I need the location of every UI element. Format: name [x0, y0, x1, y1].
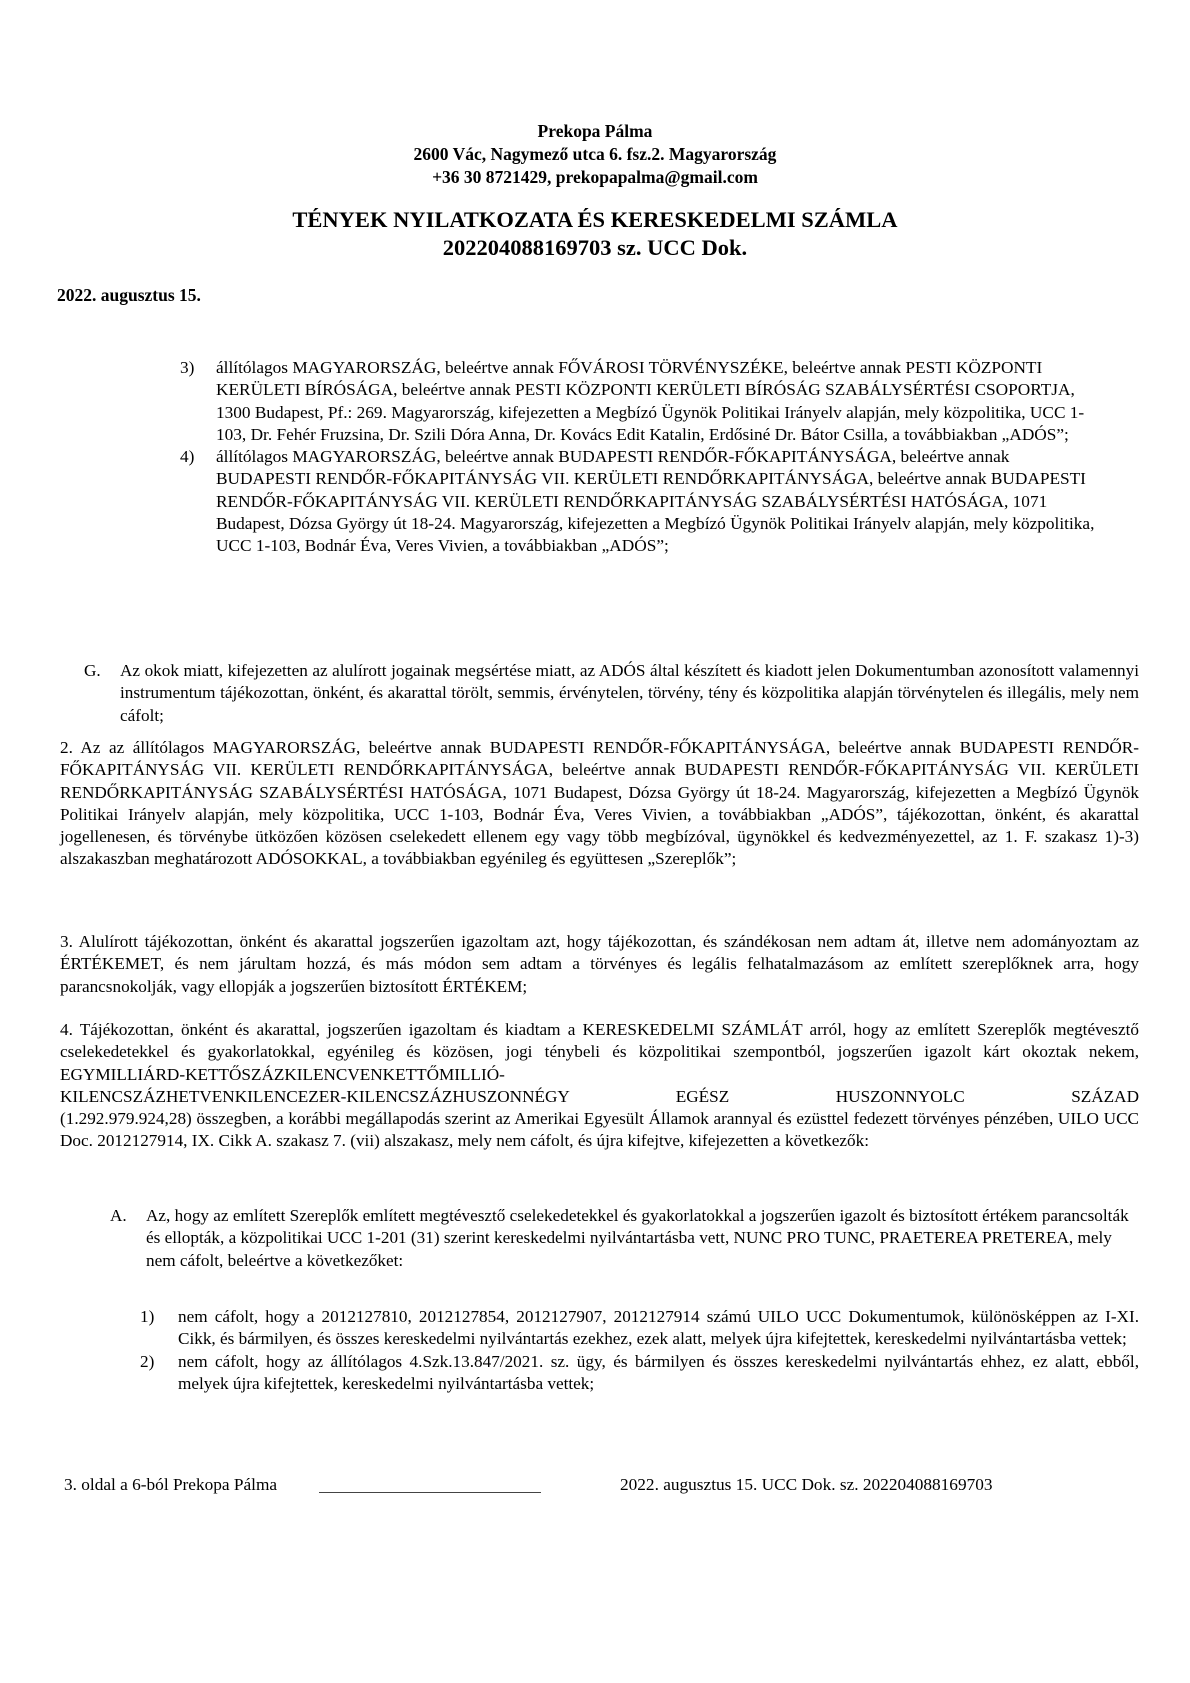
section-a-label: A. [110, 1206, 127, 1225]
debtor-list [180, 357, 1105, 558]
paragraph-4-part-2: KILENCSZÁZHETVENKILENCEZER-KILENCSZÁZHUSZONNÉGY EGÉSZ HUSZONNYOLC SZÁZAD [60, 1086, 1139, 1106]
title-line-1: TÉNYEK NYILATKOZATA ÉS KERESKEDELMI SZÁMLA [292, 207, 898, 232]
sender-contact: +36 30 8721429, prekopapalma@gmail.com [432, 167, 758, 187]
sender-address: 2600 Vác, Nagymező utca 6. fsz.2. Magyarország [413, 144, 777, 164]
sub-list-item-number: 2) [140, 1351, 155, 1371]
sub-list-item [140, 1306, 1139, 1351]
sub-list-item-text: nem cáfolt, hogy az állítólagos 4.Szk.13.847/2021. sz. ügy, és bármilyen és összes kereskedelmi nyilvántartás ehhez, ez alatt, ebből, melyek újra kifejtettek, kereskedelmi nyilvántartásba vettek; [178, 1351, 1139, 1393]
sender-header [0, 120, 1190, 189]
sub-list-item [140, 1351, 1139, 1396]
sender-name: Prekopa Pálma [537, 121, 653, 141]
section-a [110, 1205, 1139, 1272]
document-date: 2022. augusztus 15. [57, 285, 201, 305]
section-g [84, 660, 1139, 727]
paragraph-4 [60, 1019, 1139, 1153]
section-a-item [110, 1205, 1139, 1272]
paragraph-4-part-1: 4. Tájékozottan, önként és akarattal, jogszerűen igazoltam és kiadtam a KERESKEDELMI SZÁMLÁT arról, hogy az említett Szereplők megtévesztő cselekedetekkel és gyakorlatokkal, egyénileg és közösen, jogi ténybeli és közpolitikai szempontból, jogszerűen igazolt kárt okoztak nekem, EGYMILLIÁRD-KETTŐSZÁZKILENCVENKETTŐMILLIÓ- [60, 1020, 1139, 1084]
list-item [180, 446, 1105, 557]
list-item-number: 3) [180, 358, 195, 377]
section-g-label: G. [84, 661, 101, 680]
sub-list [140, 1306, 1139, 1395]
list-item-text: állítólagos MAGYARORSZÁG, beleértve annak BUDAPESTI RENDŐR-FŐKAPITÁNYSÁGA, beleértve annak BUDAPESTI RENDŐR-FŐKAPITÁNYSÁG VII. KERÜLETI RENDŐRKAPITÁNYSÁGA, beleértve annak BUDAPESTI RENDŐR-FŐKAPITÁNYSÁG VII. KERÜLETI RENDŐRKAPITÁNYSÁG SZABÁLYSÉRTÉSI HATÓSÁGA, 1071 Budapest, Dózsa György út 18-24. Magyarország, kifejezetten a Megbízó Ügynök Politikai Irányelv alapján, mely közpolitika, UCC 1-103, Bodnár Éva, Veres Vivien, a továbbiakban „ADÓS”; [216, 447, 1095, 556]
document-title [0, 206, 1190, 262]
sub-list-item-number: 1) [140, 1307, 155, 1326]
paragraph-2: 2. Az az állítólagos MAGYARORSZÁG, beleértve annak BUDAPESTI RENDŐR-FŐKAPITÁNYSÁGA, beleértve annak BUDAPESTI RENDŐR-FŐKAPITÁNYSÁG VII. KERÜLETI RENDŐRKAPITÁNYSÁGA, beleértve annak BUDAPESTI RENDŐR-FŐKAPITÁNYSÁG VII. KERÜLETI RENDŐRKAPITÁNYSÁG SZABÁLYSÉRTÉSI HATÓSÁGA, 1071 Budapest, Dózsa György út 18-24. Magyarország, kifejezetten a Megbízó Ügynök Politikai Irányelv alapján, mely közpolitika, UCC 1-103, Bodnár Éva, Veres Vivien, a továbbiakban „ADÓS”, tájékozottan, önként, és akarattal jogellenesen, és törvénybe ütközően közösen cselekedett ellenem egy vagy több megbízóval, ügynökkel és kedvezményezettel, az 1. F. szakasz 1)-3) alszakaszban meghatározott ADÓSOKKAL, a továbbiakban egyénileg és együttesen „Szereplők”; [60, 738, 1139, 869]
section-g-text: Az okok miatt, kifejezetten az alulírott jogainak megsértése miatt, az ADÓS által készített és kiadott jelen Dokumentumban azonosított valamennyi instrumentum tájékozottan, önként, és akarattal törölt, semmis, érvénytelen, törvény, tény és közpolitika alapján törvénytelen és illegális, mely nem cáfolt; [120, 661, 1139, 725]
signature-line [319, 1492, 541, 1493]
section-g-item [84, 660, 1139, 727]
footer-doc-reference: 2022. augusztus 15. UCC Dok. sz. 202204088169703 [620, 1475, 993, 1494]
paragraph-4-part-3: (1.292.979.924,28) összegben, a korábbi megállapodás szerint az Amerikai Egyesült Államok arannyal és ezüsttel fedezett törvényes pénzében, UILO UCC Doc. 2012127914, IX. Cikk A. szakasz 7. (vii) alszakasz, mely nem cáfolt, és újra kifejtve, kifejezetten a következők: [60, 1109, 1139, 1151]
section-a-text: Az, hogy az említett Szereplők említett megtévesztő cselekedetekkel és gyakorlatokkal a jogszerűen igazolt és biztosított értékem parancsolták és ellopták, a közpolitikai UCC 1-201 (31) szerint kereskedelmi nyilvántartásba vett, NUNC PRO TUNC, PRAETEREA PRETEREA, mely nem cáfolt, beleértve a következőket: [146, 1206, 1129, 1270]
title-line-2: 202204088169703 sz. UCC Dok. [442, 235, 748, 260]
list-item-number: 4) [180, 447, 195, 467]
sub-list-item-text: nem cáfolt, hogy a 2012127810, 2012127854, 2012127907, 2012127914 számú UILO UCC Dokumentumok, különösképpen az I-XI. Cikk, és bármilyen, és összes kereskedelmi nyilvántartás ezekhez, ezek alatt, melyek újra kifejtettek, kereskedelmi nyilvántartásba vettek; [178, 1307, 1139, 1349]
paragraph-3: 3. Alulírott tájékozottan, önként és akarattal jogszerűen igazoltam azt, hogy tájékozottan, és szándékosan nem adtam át, illetve nem adományoztam az ÉRTÉKEMET, és nem járultam hozzá, és más módon sem adtam a törvényes és legális felhatalmazásom az említett szereplőknek arra, hogy parancsnokolják, vagy ellopják a jogszerűen biztosított ÉRTÉKEM; [60, 932, 1139, 996]
list-item [180, 357, 1105, 446]
page-info: 3. oldal a 6-ból Prekopa Pálma [64, 1475, 278, 1494]
list-item-text: állítólagos MAGYARORSZÁG, beleértve annak FŐVÁROSI TÖRVÉNYSZÉKE, beleértve annak PESTI KÖZPONTI KERÜLETI BÍRÓSÁGA, beleértve annak PESTI KÖZPONTI KERÜLETI BÍRÓSÁG SZABÁLYSÉRTÉSI CSOPORTJA, 1300 Budapest, Pf.: 269. Magyarország, kifejezetten a Megbízó Ügynök Politikai Irányelv alapján, mely közpolitika, UCC 1-103, Dr. Fehér Fruzsina, Dr. Szili Dóra Anna, Dr. Kovács Edit Katalin, Erdősiné Dr. Bátor Csilla, a továbbiakban „ADÓS”; [216, 358, 1085, 444]
